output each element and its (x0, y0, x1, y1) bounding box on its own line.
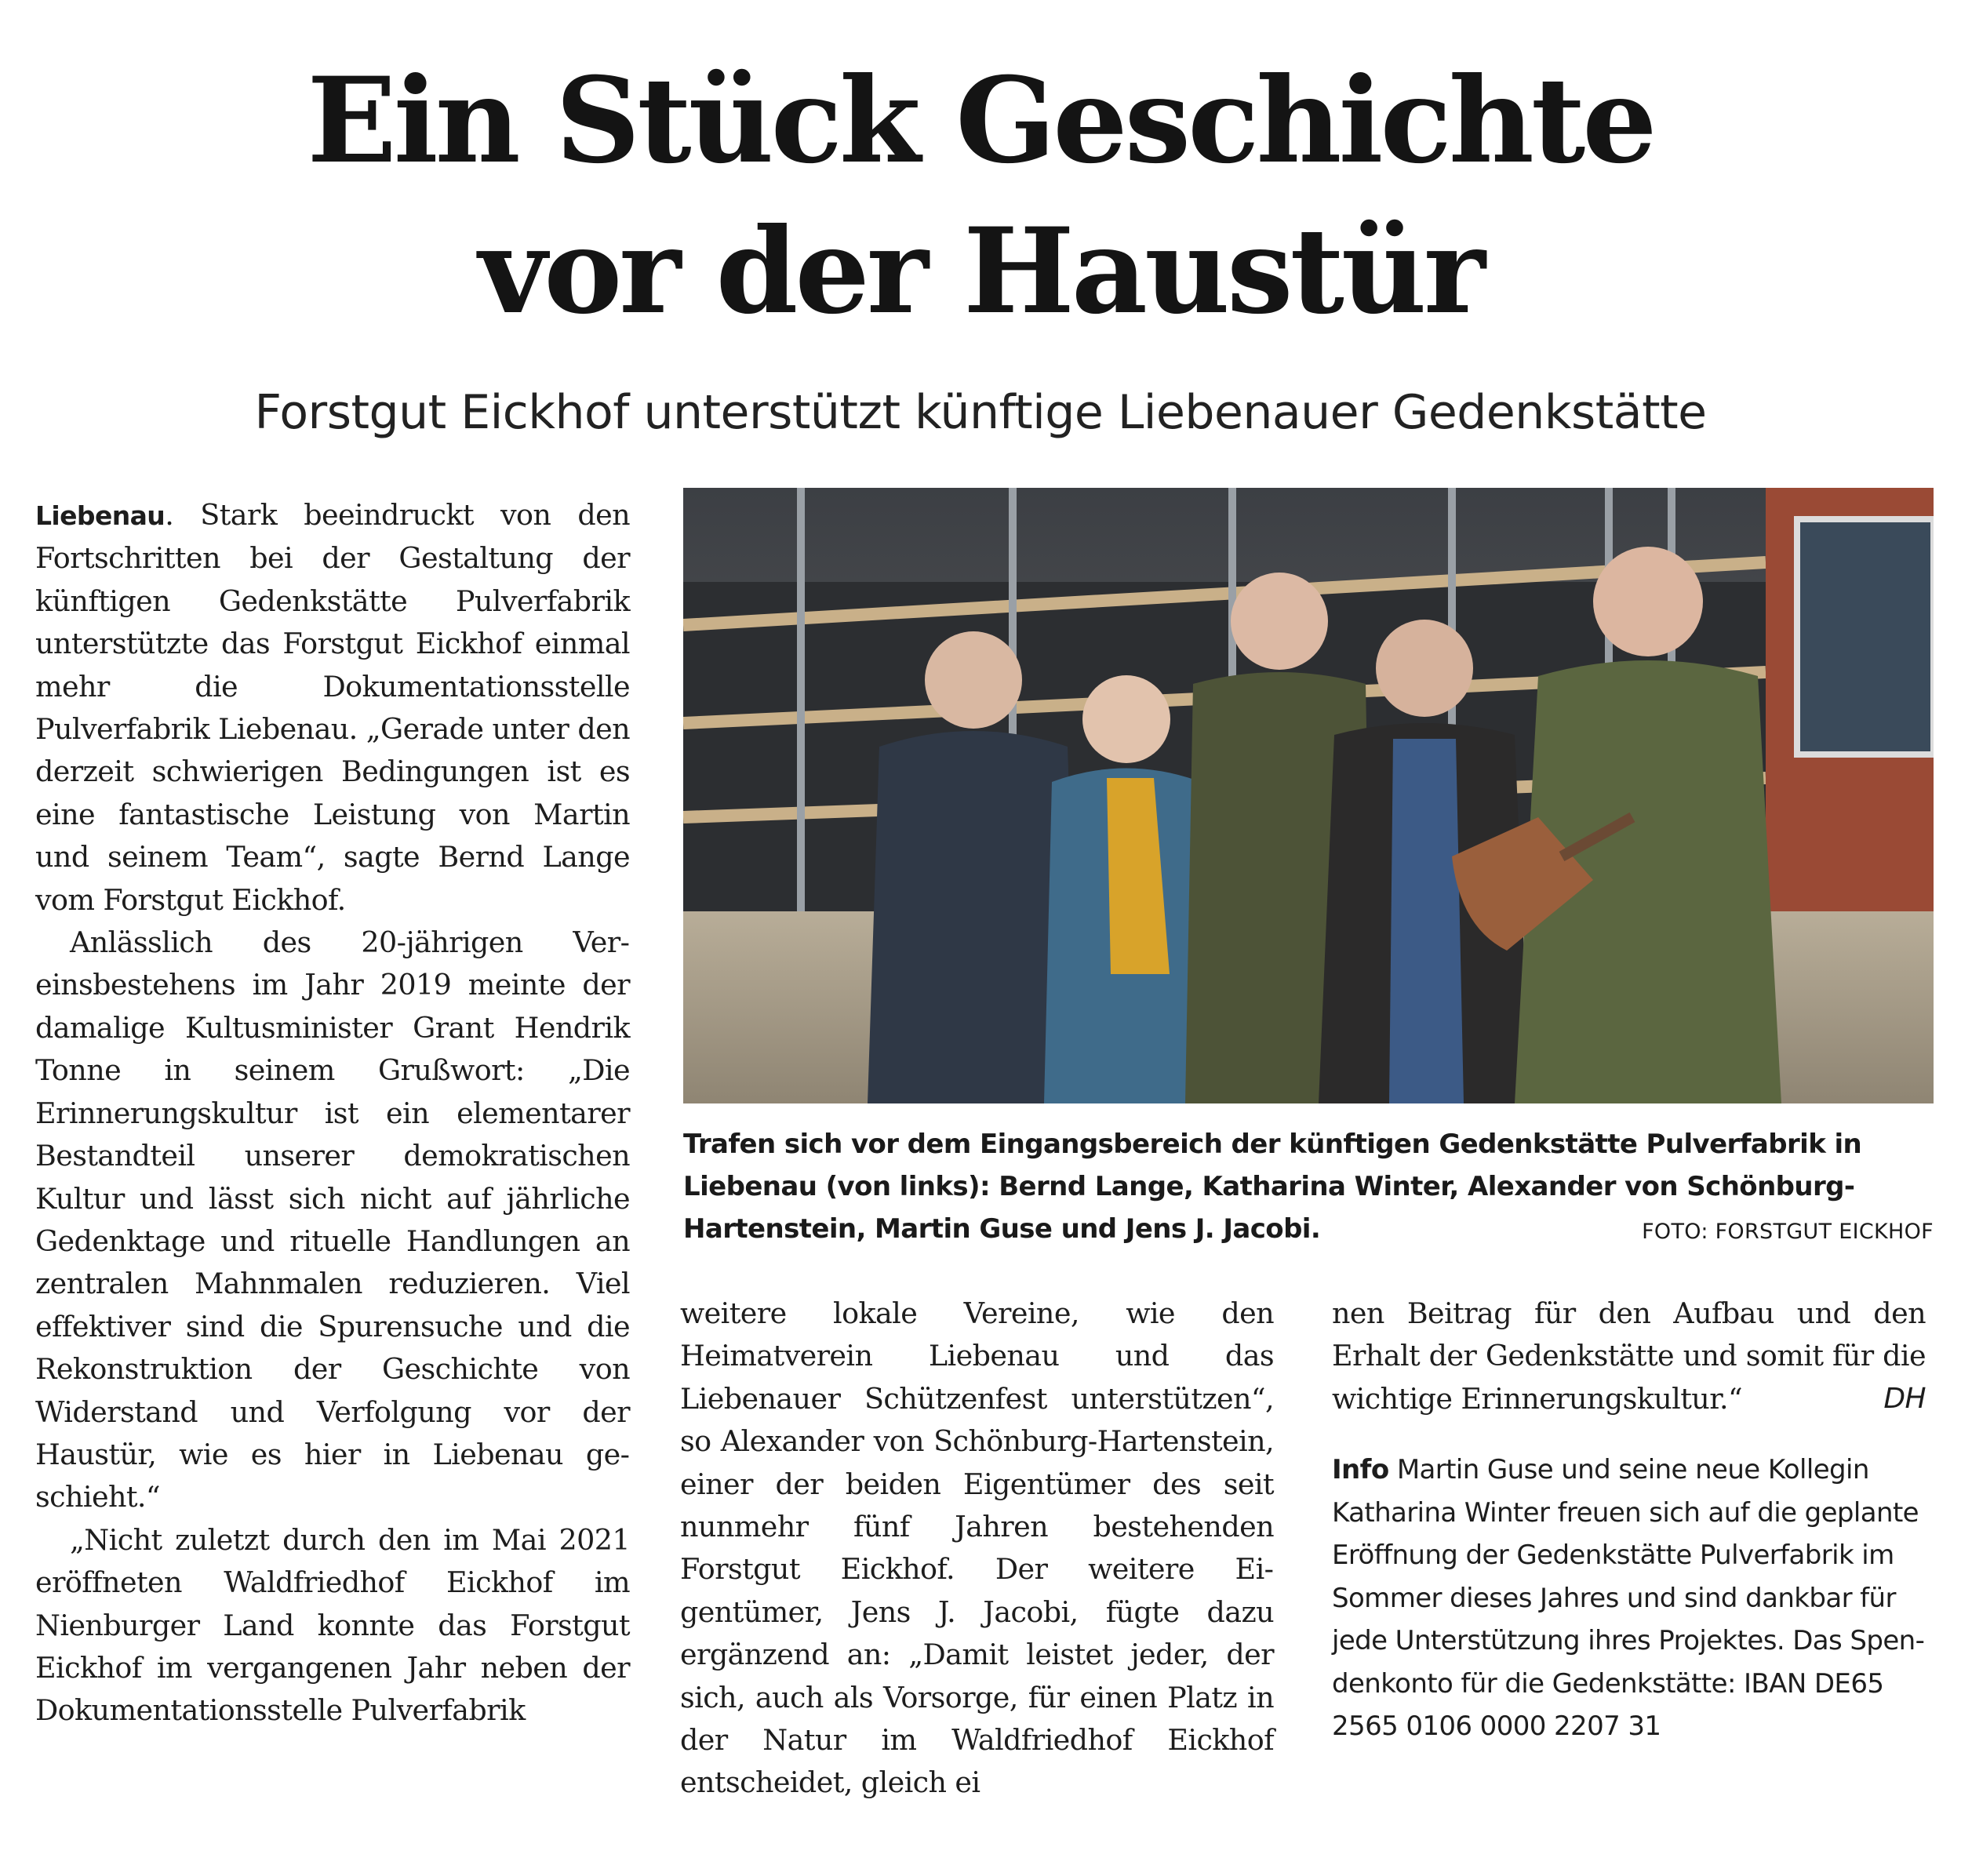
text-column-2 (680, 1292, 1274, 1805)
headline-line-1: Ein Stück Geschichte (307, 52, 1654, 190)
column-2-text: weitere lokale Vereine, wie den Heimatverein Liebenau und das Liebenauer Schützenfest unterstützen“, so Alexander von Schönburg-Hartenstein, einer der beiden Eigentümer des seit nunmehr fünf Jahren bestehenden Forstgut Eickhof. Der weitere Eigentümer, Jens J. Jacobi, fügte dazu ergänzend an: „Damit leistet jeder, der sich, auch als Vorsorge, für einen Platz in der Natur im Waldfriedhof Eickhof entscheidet, gleich ei (680, 1296, 1274, 1800)
paragraph-2: Anlässlich des 20-jährigen Vereinsbestehens im Jahr 2019 meinte der damalige Kultusminister Grant Hendrik Tonne in seinem Grußwort: „Die Erinnerungskultur ist ein elementarer Bestandteil unserer demokratischen Kultur und lässt sich nicht auf jährliche Gedenktage und rituelle Handlungen an zentralen Mahnmalen reduzieren. Viel effektiver sind die Spurensuche und die Rekonstruktion der Geschichte von Widerstand und Verfolgung vor der Haustür, wie es hier in Liebenau geschieht.“ (35, 925, 630, 1514)
article-photo (683, 488, 1934, 1103)
author-signature: DH (1883, 1383, 1926, 1416)
photo-illustration (683, 488, 1934, 1103)
window (1797, 519, 1934, 754)
photo-credit: FOTO: FORSTGUT EICKHOF (1642, 1220, 1934, 1244)
headline (0, 45, 1961, 347)
headline-line-2: vor der Haustür (478, 202, 1483, 340)
info-text: Martin Guse und seine neue Kollegin Katharina Winter freuen sich auf die geplante Eröffnung der Gedenkstätte Pulverfabrik im Sommer dieses Jahres und sind dankbar für jede Unterstützung ihres Projektes. Das Spendenkonto für die Gedenkstätte: IBAN DE65 2565 0106 0000 2207 31 (1332, 1454, 1925, 1743)
paragraph-3: „Nicht zuletzt durch den im Mai 2021 eröffneten Waldfriedhof Eickhof im Nienburger Land konnte das Forstgut Eickhof im vergangenen Jahr neben der Dokumentationsstelle Pulverfabrik (35, 1522, 630, 1728)
photo-caption (683, 1123, 1934, 1253)
text-column-1 (35, 494, 630, 1732)
paragraph-1-text: . Stark beeindruckt von den Fortschritten bei der Gestaltung der künftigen Gedenkstätte Pulverfabrik unterstützte das Forstgut Eickhof einmal mehr die Dokumentationsstelle Pulverfabrik Liebenau. „Gerade unter den derzeit schwierigen Bedingungen ist es eine fantastische Leistung von Martin und seinem Team“, sagte Bernd Lange vom Forstgut Eickhof. (35, 498, 630, 917)
subheadline: Forstgut Eickhof unterstützt künftige Liebenauer Gedenkstätte (254, 385, 1707, 440)
info-box (1332, 1449, 1926, 1748)
column-3-text: nen Beitrag für den Aufbau und den Erhalt der Gedenkstätte und somit für die wichtige Erinnerungskultur.“ (1332, 1296, 1926, 1416)
dateline: Liebenau (35, 500, 166, 531)
caption-text: Trafen sich vor dem Eingangsbereich der künftigen Gedenkstätte Pulverfabrik in Liebenau (von links): Bernd Lange, Katharina Winter, Alexander von Schönburg-Hartenstein, Martin Guse und Jens J. Jacobi. (683, 1129, 1862, 1245)
text-column-3 (1332, 1292, 1926, 1748)
info-label: Info (1332, 1454, 1389, 1486)
paragraph-1 (35, 494, 630, 922)
